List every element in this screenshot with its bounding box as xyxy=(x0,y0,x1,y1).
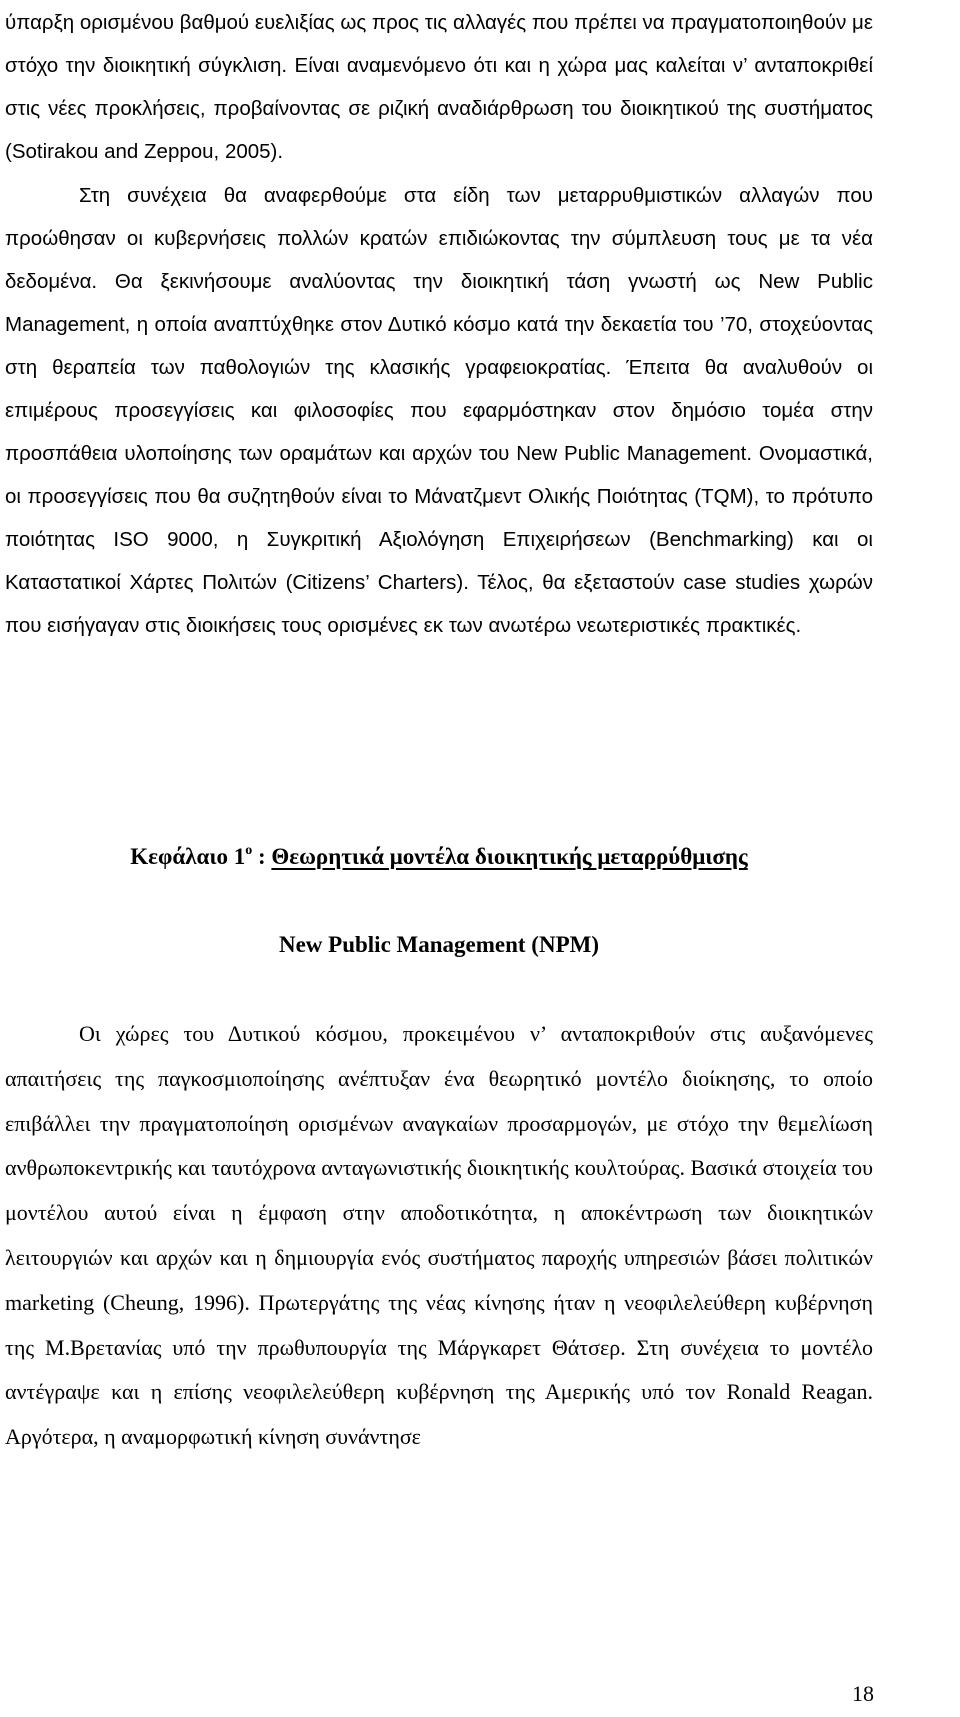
paragraph-npm-intro: Οι χώρες του Δυτικού κόσμου, προκειμένου ν’ ανταποκριθούν στις αυξανόμενες απαιτήσεις της παγκοσμιοποίησης ανέπτυξαν ένα θεωρητικό μοντέλο διοίκησης, το οποίο επιβάλλει την πραγματοποίηση ορισμένων αναγκαίων προσαρμογών, με στόχο την θεμελίωση ανθρωποκεντρικής και ταυτόχρονα ανταγωνιστικής διοικητικής κουλτούρας. Βασικά στοιχεία του μοντέλου αυτού είναι η έμφαση στην αποδοτικότητα, η αποκέντρωση των διοικητικών λειτουργιών και αρχών και η δημιουργία ενός συστήματος παροχής υπηρεσιών βάσει πολιτικών marketing (Cheung, 1996). Πρωτεργάτης της νέας κίνησης ήταν η νεοφιλελεύθερη κυβέρνηση της Μ.Βρετανίας υπό την πρωθυπουργία της Μάργκαρετ Θάτσερ. Στη συνέχεια το μοντέλο αντέγραψε και η επίσης νεοφιλελεύθερη κυβέρνηση της Αμερικής υπό τον Ronald Reagan. Αργότερα, η αναμορφωτική κίνηση συνάντησε xyxy=(5,1021,873,1450)
chapter-heading xyxy=(5,842,873,872)
chapter-ordinal-superscript: ο xyxy=(245,843,253,858)
paragraph-reform-overview: Στη συνέχεια θα αναφερθούμε στα είδη των μεταρρυθμιστικών αλλαγών που προώθησαν οι κυβερνήσεις πολλών κρατών επιδιώκοντας την σύμπλευση τους με τα νέα δεδομένα. Θα ξεκινήσουμε αναλύοντας την διοικητική τάση γνωστή ως New Public Management, η οποία αναπτύχθηκε στον Δυτικό κόσμο κατά την δεκαετία του ’70, στοχεύοντας στη θεραπεία των παθολογιών της κλασικής γραφειοκρατίας. Έπειτα θα αναλυθούν οι επιμέρους προσεγγίσεις και φιλοσοφίες που εφαρμόστηκαν στον δημόσιο τομέα στην προσπάθεια υλοποίησης των οραμάτων και αρχών του New Public Management. Ονομαστικά, οι προσεγγίσεις που θα συζητηθούν είναι το Μάνατζμεντ Ολικής Ποιότητας (TQM), το πρότυπο ποιότητας ISO 9000, η Συγκριτική Αξιολόγηση Επιχειρήσεων (Benchmarking) και οι Καταστατικοί Χάρτες Πολιτών (Citizens’ Charters). Τέλος, θα εξεταστούν case studies χωρών που εισήγαγαν στις διοικήσεις τους ορισμένες εκ των ανωτέρω νεωτεριστικές πρακτικές. xyxy=(5,184,873,637)
paragraph-continuation: ύπαρξη ορισμένου βαθμού ευελιξίας ως προς τις αλλαγές που πρέπει να πραγματοποιηθούν με στόχο την διοικητική σύγκλιση. Είναι αναμενόμενο ότι και η χώρα μας καλείται ν’ ανταποκριθεί στις νέες προκλήσεις, προβαίνοντας σε ριζική αναδιάρθρωση του διοικητικού της συστήματος (Sotirakou and Zeppou, 2005). xyxy=(5,11,873,163)
section-heading: New Public Management (NPM) xyxy=(278,932,599,957)
chapter-title: Θεωρητικά μοντέλα διοικητικής μεταρρύθμισης xyxy=(271,844,748,869)
page-number: 18 xyxy=(852,1681,874,1706)
chapter-colon: : xyxy=(252,844,272,869)
chapter-label: Κεφάλαιο 1 xyxy=(130,844,246,869)
